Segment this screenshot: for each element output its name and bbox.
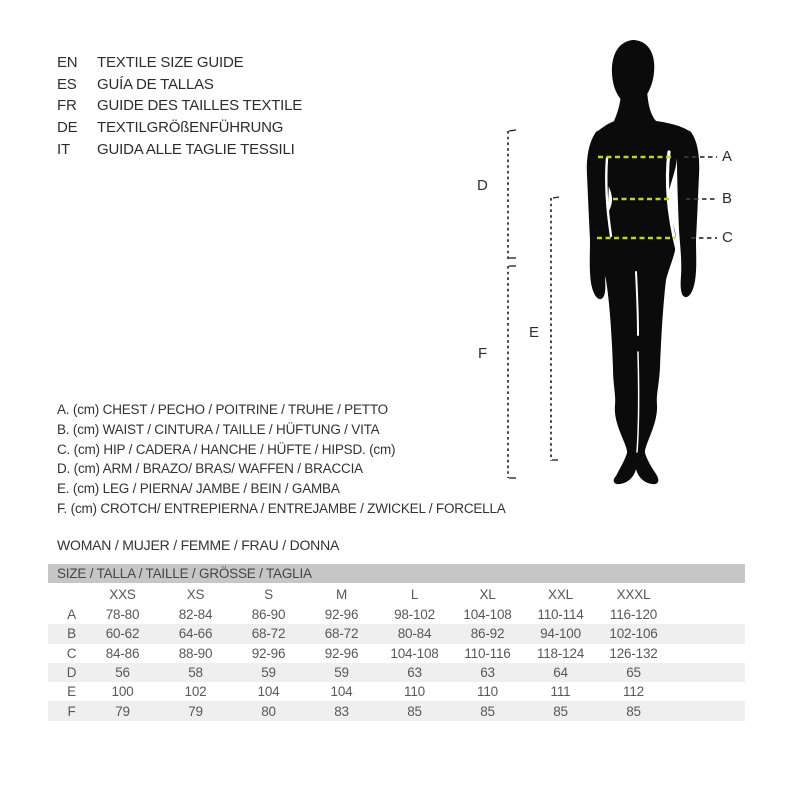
table-row	[48, 605, 745, 624]
gender-title: WOMAN / MUJER / FEMME / FRAU / DONNA	[57, 537, 340, 553]
table-cell: 79	[188, 703, 203, 719]
size-label: XXS	[109, 586, 136, 602]
marker-arm: D	[477, 177, 488, 194]
table-row	[48, 701, 745, 720]
table-cell: 88-90	[178, 645, 213, 661]
size-table-body	[48, 605, 745, 721]
table-cell: 60-62	[105, 626, 140, 642]
size-label: XS	[186, 586, 205, 602]
table-cell: 104-108	[463, 607, 512, 623]
language-row	[57, 74, 302, 96]
language-title: GUIDE DES TAILLES TEXTILE	[97, 97, 303, 115]
table-cell: 118-124	[536, 645, 585, 661]
table-cell: 126-132	[609, 645, 658, 661]
measurement-legend	[57, 400, 506, 519]
table-cell: 63	[480, 665, 495, 681]
table-cell: 104	[257, 684, 280, 700]
marker-hip: C	[722, 229, 733, 246]
row-label: B	[67, 626, 76, 642]
table-row	[48, 663, 745, 682]
table-cell: 92-96	[324, 607, 359, 623]
row-label: D	[66, 665, 77, 681]
table-cell: 59	[261, 665, 276, 681]
table-cell: 100	[111, 684, 134, 700]
table-cell: 78-80	[105, 607, 140, 623]
table-cell: 59	[334, 665, 349, 681]
table-cell: 111	[550, 684, 571, 700]
language-row	[57, 95, 302, 117]
table-cell: 110-116	[464, 645, 511, 661]
legend-line: B. (cm) WAIST / CINTURA / TAILLE / HÜFTUNG / VITA	[57, 421, 380, 437]
table-cell: 85	[480, 703, 495, 719]
table-cell: 63	[407, 665, 422, 681]
size-label: S	[264, 586, 273, 602]
language-title: GUÍA DE TALLAS	[97, 75, 214, 93]
size-label: XXL	[548, 586, 573, 602]
marker-crotch: F	[478, 345, 487, 362]
language-row	[57, 52, 302, 74]
language-title: TEXTILGRÖßENFÜHRUNG	[97, 119, 284, 137]
row-label: C	[66, 645, 77, 661]
table-cell: 65	[626, 665, 641, 681]
language-title: TEXTILE SIZE GUIDE	[97, 54, 244, 71]
table-cell: 116-120	[609, 607, 658, 623]
measurement-figure	[470, 30, 760, 500]
size-label: L	[410, 586, 419, 602]
table-cell: 102	[184, 684, 207, 700]
table-cell: 68-72	[324, 626, 359, 642]
table-cell: 92-96	[324, 645, 359, 661]
table-cell: 85	[553, 703, 568, 719]
table-cell: 83	[334, 703, 349, 719]
row-label: E	[67, 684, 76, 700]
size-label: M	[335, 586, 348, 602]
language-row	[57, 117, 302, 139]
table-cell: 98-102	[394, 607, 435, 623]
language-code: DE	[57, 119, 78, 137]
legend-line: C. (cm) HIP / CADERA / HANCHE / HÜFTE / HIPSD. (cm)	[57, 441, 396, 457]
table-cell: 64-66	[178, 626, 213, 642]
row-label: F	[67, 703, 76, 719]
legend-line: E. (cm) LEG / PIERNA/ JAMBE / BEIN / GAMBA	[57, 481, 340, 497]
table-cell: 94-100	[540, 626, 581, 642]
language-code: ES	[57, 75, 77, 93]
table-cell: 104	[330, 684, 353, 700]
table-cell: 84-86	[105, 645, 140, 661]
language-code: IT	[57, 140, 70, 158]
language-code: FR	[57, 97, 77, 115]
size-label: XL	[479, 586, 496, 602]
table-cell: 110-114	[537, 607, 584, 623]
table-cell: 102-106	[609, 626, 658, 642]
table-cell: 85	[626, 703, 641, 719]
table-cell: 86-92	[470, 626, 505, 642]
table-cell: 104-108	[390, 645, 439, 661]
table-cell: 56	[115, 665, 130, 681]
row-label: A	[67, 607, 76, 623]
table-row	[48, 644, 745, 663]
language-list	[57, 52, 302, 161]
table-cell: 68-72	[251, 626, 286, 642]
table-cell: 82-84	[178, 607, 213, 623]
size-labels-row	[48, 583, 745, 605]
size-table-header: SIZE / TALLA / TAILLE / GRÖSSE / TAGLIA	[48, 564, 745, 583]
table-cell: 80-84	[397, 626, 432, 642]
table-cell: 58	[188, 665, 203, 681]
table-cell: 79	[115, 703, 130, 719]
legend-line: A. (cm) CHEST / PECHO / POITRINE / TRUHE / PETTO	[57, 402, 388, 417]
legend-line: D. (cm) ARM / BRAZO/ BRAS/ WAFFEN / BRACCIA	[57, 461, 363, 477]
table-cell: 92-96	[251, 645, 286, 661]
marker-leg: E	[529, 324, 539, 341]
language-code: EN	[57, 54, 78, 71]
table-cell: 110	[404, 684, 425, 700]
marker-waist: B	[722, 190, 732, 207]
table-cell: 112	[623, 684, 644, 700]
arm-length-top-tick	[509, 130, 516, 131]
size-table	[48, 564, 745, 721]
legend-line: F. (cm) CROTCH/ ENTREPIERNA / ENTREJAMBE / ZWICKEL / FORCELLA	[57, 500, 506, 516]
table-row	[48, 682, 745, 701]
table-cell: 80	[261, 703, 276, 719]
size-label: XXXL	[616, 586, 651, 602]
table-cell: 64	[553, 665, 568, 681]
woman-silhouette-right-arm	[677, 130, 699, 297]
language-row	[57, 139, 302, 161]
language-title: GUIDA ALLE TAGLIE TESSILI	[97, 140, 295, 158]
table-row	[48, 624, 745, 643]
marker-chest: A	[722, 148, 732, 165]
table-cell: 85	[407, 703, 422, 719]
leg-top-tick	[553, 197, 559, 198]
table-cell: 110	[477, 684, 498, 700]
table-cell: 86-90	[251, 607, 286, 623]
